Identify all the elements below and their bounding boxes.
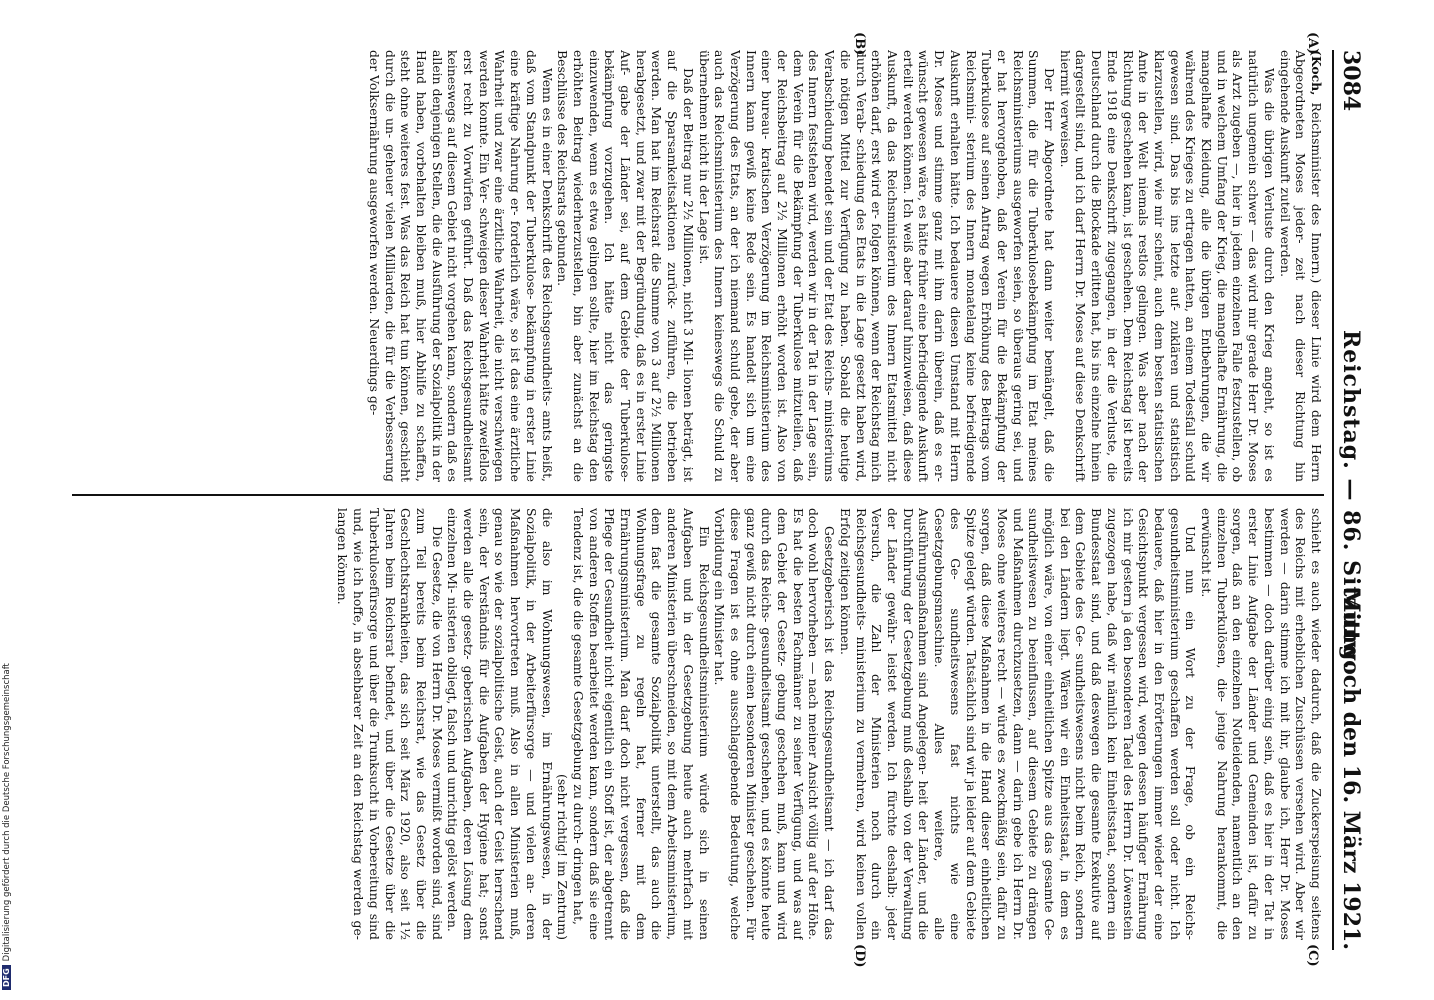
paragraph: Daß der Beitrag nur 2½ Millionen, nicht 3 Mil- lionen beträgt, ist auf die Sparsamkeitsaktionen zurück- zuführen, die betrieben werden. Man hat im Reichsrat die Summe von 3 auf 2½ Millionen herabgesetzt, und zwar mit der Begründung, daß es in erster Linie Auf- gabe der Länder sei, auf dem Gebiete der Tuberkulose- bekämpfung vorzugehen. Ich hätte nicht das geringste einzuwenden, wenn es etwa gelingen sollte, hier im Reichstag den erhöhten Beitrag wiederherzustellen, bin aber zunächst an die Beschlüsse des Reichsrats gebunden. [555, 50, 696, 482]
paragraph [1277, 50, 1324, 482]
paragraph: Und nun ein Wort zu der Frage, ob ein Reichs- gesundheitsministerium geschaffen werden soll oder nicht. Ich bedauere, daß hier in den Erörterungen immer wieder der eine Gesichtspunkt vergessen wird, wegen dessen häufiger Ernährung ich mir gestern ja den besonderen Tadel des Herrn Dr. Löwenstein zugezogen habe, daß wir nämlich kein Einheitsstaat, sondern ein Bundesstaat sind, und daß deswegen die gesamte Exekutive auf dem Gebiete des Ge- sundheitswesens nicht beim Reich, sondern bei den Ländern liegt. Wären wir ein Einheitsstaat, in dem es möglich wäre, von einer einheitlichen Spitze aus das gesamte Ge- sundheitswesen zu beeinflussen, auf diesem Gebiete zu drängen und Maßnahmen durchzusetzen, dann — darin gebe ich Herrn Dr. Moses ohne weiteres recht — würde es zweckmäßig sein, dafür zu sorgen, daß diese Maßnahmen in die Hand dieser einheitlichen Spitze gelegt würden. Tatsächlich sind wir ja leider auf dem Gebiete des Ge- sundheitswesens fast nichts wie eine Gesetzgebungsmaschine. Alles weitere, alle Ausführungsmaßnahmen sind Angelegen- heit der Länder, und die Durchführung der Gesetzgebung muß deshalb von der Verwaltung der Länder gewähr- leistet werden. Ich fürchte deshalb: jeder Versuch, die Zahl der Ministerien noch durch ein Reichsgesundheits- ministerium zu vermehren, wird keinen vollen Erfolg zeitigen können. [837, 508, 1199, 940]
margin-marker-d: (D) [852, 944, 867, 968]
page-date: Mittwoch den 16. März 1921. [1338, 588, 1364, 950]
page-title: Reichstag. — 86. Sitzung. [1338, 329, 1364, 671]
newspaper-page [52, 30, 1382, 970]
speaker-name: (Koch, [1309, 50, 1324, 96]
column-divider [72, 494, 1324, 496]
paragraph: Die Gesetze, die von Herrn Dr. Moses vermißt worden sind, sind zum Teil bereits beim Reichsrat, wie das Gesetz über die Geschlechtskrankheiten, das sich seit März 1920, also seit 1½ Jahren beim Reichsrat befindet, und über die Gesetze über die Tuberkulosefürsorge und über die Trunksucht in Vorbereitung sind und, wie ich hoffe, in absehbarer Zeit an den Reichstag werden ge- langen können. [335, 508, 445, 940]
paragraph: Wenn es in einer Denkschrift des Reichsgesundheits- amts heißt, daß vom Standpunkt der Tuberkulose- bekämpfung in erster Linie eine kräftige Nahrung er- forderlich wäre, so ist das eine ärztliche Wahrheit und zwar eine ärztliche Wahrheit, die nicht verschwiegen werden konnte. Ein Ver- schweigen dieser Wahrheit hätte zweifellos erst recht zu Vorwürfen geführt. Daß das Reichsgesundheitsamt keineswegs auf diesem Gebiet nicht vorgehen kann, sondern daß es allein denjenigen Stellen, die die Ausführung der Sozialpolitik in der Hand haben, vorbehalten bleiben muß, hier Abhilfe zu schaffen, steht ohne weiteres fest. Was das Reich hat tun können, geschieht durch die un- geheuer vielen Milliarden, die für die Verbesserung der Volksernährung ausgeworfen werden. Neuerdings ge- [366, 50, 555, 482]
margin-marker-c: (C) [1305, 944, 1320, 967]
dfg-logo: DFG [2, 965, 11, 990]
funding-footer [2, 0, 16, 990]
paragraph: Gesetzgeberisch ist das Reichsgesundheitsamt — ich darf das doch wohl hervorheben — nach meiner Ansicht völlig auf der Höhe. Es hat die besten Fachmänner zu seiner Verfügung, und was auf dem Gebiet der Gesetz- gebung geschehen muß, kann und wird durch das Reichs- gesundheitsamt geschehen, und es könnte heute ganz gewiß nicht durch einen besonderen Minister geschehen. Für diese Fragen ist es ohne ausschlaggebende Bedeutung, welche Vorbildung ein Minister hat. [712, 508, 838, 940]
page-header [1332, 50, 1368, 950]
paragraph: schieht es auch wieder dadurch, daß die Zuckerspeisung seitens des Reichs mit erheblichen Zuschüssen versehen wird. Aber wir werden — darin stimme ich mit ihr, glaube ich, Herr Dr. Moses bestimmen — doch darüber einig sein, daß es hier in der Tat in erster Linie Aufgabe der Länder und Gemeinden ist, dafür zu sorgen, daß an den einzelnen Notleidenden, namentlich an den einzelnen Tuberkulösen, die- jenige Nahrung herankommt, die erwünscht ist. [1199, 508, 1324, 940]
paragraph: Ein Reichsgesundheitsministerium würde sich in seinen Aufgaben und in der Gesetzgebung heute auch mehrfach mit anderen Ministerien überschneiden, so mit dem Arbeitsministerium, dem fast die gesamte Sozialpolitik unterstellt, das auch die Wohnungsfrage zu regeln hat, ferner mit dem Ernährungsministerium. Man darf doch nicht vergessen, daß die Pflege der Gesundheit nicht eigentlich ein Stoff ist, der abgetrennt von anderen Stoffen bearbeitet werden kann, sondern daß sie eine Tendenz ist, die die gesamte Gesetzgebung zu durch- dringen hat, [570, 508, 712, 940]
page-number: 3084 [1338, 50, 1364, 112]
paragraph: die also im Wohnungswesen, im Ernährungswesen, in der Sozialpolitik, in der Arbeiterfürsorge — und vielen an- deren Maßnahmen hervortreten muß. Also in allen Ministerien muß, genau so wie der sozialpolitische Geist, auch der Geist herrschend sein, der Verständnis für die Aufgaben der Hygiene hat; sonst werden alle die gesetz- geberischen Aufgaben, deren Lösung dem einzelnen Mi- nisterien obliegt, falsch und unrichtig gelöst werden. [445, 508, 555, 940]
right-text-column [72, 508, 1324, 940]
paragraph: Was die übrigen Verluste durch den Krieg angeht, so ist es natürlich ungemein schwer — das wird mir gerade Herr Dr. Moses als Arzt zugeben —, hier in jedem einzelnen Falle festzustellen, ob und in welchem Umfang der Krieg, die mangelhafte Ernährung, die mangelhafte Kleidung, alle die übrigen Entbehrungen, die wir während des Krieges zu ertragen hatten, an einem Todesfall schuld gewesen sind. Das bis ins letzte auf- zuklären und statistisch klarzustellen, wird, wie mir scheint, auch dem besten statistischen Amte in der Welt niemals restlos gelingen. Was aber nach der Richtung geschehen kann, ist geschehen. Dem Reichstag ist bereits Ende 1918 eine Denkschrift zugegangen, in der die Verluste, die Deutschland durch die Blockade erlitten hat, bis ins einzelne hinein dargestellt sind, und ich darf Herrn Dr. Moses auf diese Denkschrift hiermit verweisen. [1057, 50, 1277, 482]
footer-text: Digitalisierung gefördert durch die Deutsche Forschungsgemeinschaft [2, 663, 12, 962]
margin-marker-a: (A) [1305, 32, 1320, 55]
paragraph: Der Herr Abgeordnete hat dann weiter bemängelt, daß die Summen, die für die Tuberkulosebekämpfung im Etat meines Reichsministeriums ausgeworfen seien, so überaus gering sei, und er hat hervorgehoben, daß der Verein für die Bekämpfung der Tuberkulose auf seinen Antrag wegen Erhöhung des Beitrags vom Reichsmini- sterium des Innern monatelang keine befriedigende Auskunft erhalten hätte. Ich bedauere diesen Umstand mit Herrn Dr. Moses und stimme ganz mit ihm darin überein, daß es er- wünscht gewesen wäre, es hätte früher eine befriedigende Auskunft erteilt werden können. Ich weiß aber darauf hinzuweisen, daß diese Auskunft, da das Reichsministerium des Innern Etatsmittel nicht erhöhen darf, erst wird er- folgen können, wenn der Reichstag mich durch Verab- schiedung des Etats in die Lage gesetzt haben wird, die nötigen Mittel zur Verfügung zu haben. Sobald die heutige Verabschiedung beendet sein und der Etat des Reichs- ministeriums des Innern feststehen wird, werden wir in der Tat in der Lage sein, dem Verein für die Bekämpfung der Tuberkulose mitzuteilen, daß der Reichsbeitrag auf 2½ Millionen erhöht worden ist. Also von einer bureau- kratischen Verzögerung im Reichsministerium des Innern kann gewiß keine Rede sein. Es handelt sich um eine Verzögerung des Etats, an der ich niemand schuld gebe, der aber auch das Reichsministerium des Innern keineswegs die Schuld zu übernehmen nicht in der Lage ist. [696, 50, 1058, 482]
left-text-column [72, 50, 1324, 482]
interjection: (sehr richtig! im Zentrum) [555, 773, 571, 940]
margin-marker-b: (B) [852, 32, 867, 56]
paragraph-text: Reichsminister des Innern.) dieser Linie wird dem Herrn Abgeordneten Moses jeder- zeit nach dieser Richtung hin eingehende Auskunft zuteil werden. [1277, 50, 1324, 482]
